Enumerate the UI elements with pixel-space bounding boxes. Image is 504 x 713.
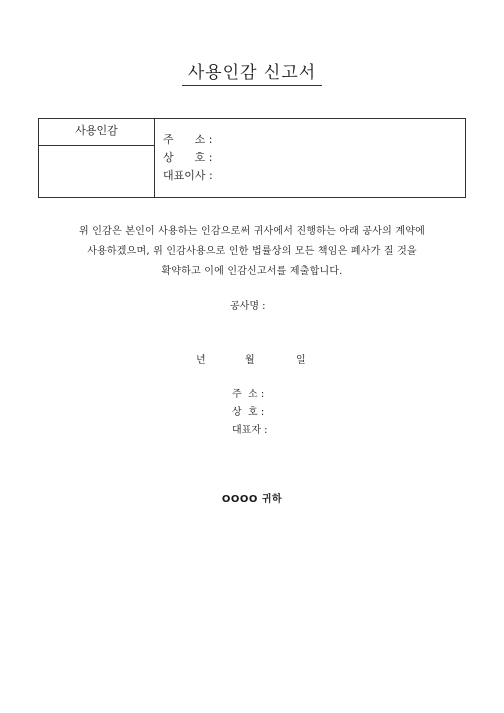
sender-ceo-label: 대표자 : (232, 425, 268, 436)
statement-text (30, 222, 474, 282)
date-month: 월 (245, 355, 255, 366)
applicant-info (163, 131, 213, 185)
company-label: 상 호 : (163, 151, 213, 164)
statement-line: 위 인감은 본인이 사용하는 인감으로써 귀사에서 진행하는 아래 공사의 계약에 (79, 226, 425, 237)
statement-line: 확약하고 이에 인감신고서를 제출합니다. (161, 266, 343, 277)
recipient: OOOO 귀하 (221, 494, 283, 505)
date-day: 일 (296, 355, 306, 366)
sender-address-label: 주 소 : (232, 389, 265, 400)
ceo-label: 대표이사 : (163, 169, 213, 182)
seal-box (38, 118, 466, 198)
statement-line: 사용하겠으며, 위 인감사용으로 인한 법률상의 모든 책임은 폐사가 질 것을 (87, 246, 417, 257)
date-year: 년 (196, 355, 206, 366)
sender-company-label: 상 호 : (232, 407, 265, 418)
address-label: 주 소 : (163, 133, 213, 146)
document-title-wrap (0, 58, 504, 86)
sender-info (232, 386, 268, 440)
project-name-label: 공사명 : (230, 301, 266, 312)
seal-header: 사용인감 (39, 119, 154, 146)
document-title: 사용인감 신고서 (182, 58, 322, 86)
seal-cell (39, 119, 155, 197)
